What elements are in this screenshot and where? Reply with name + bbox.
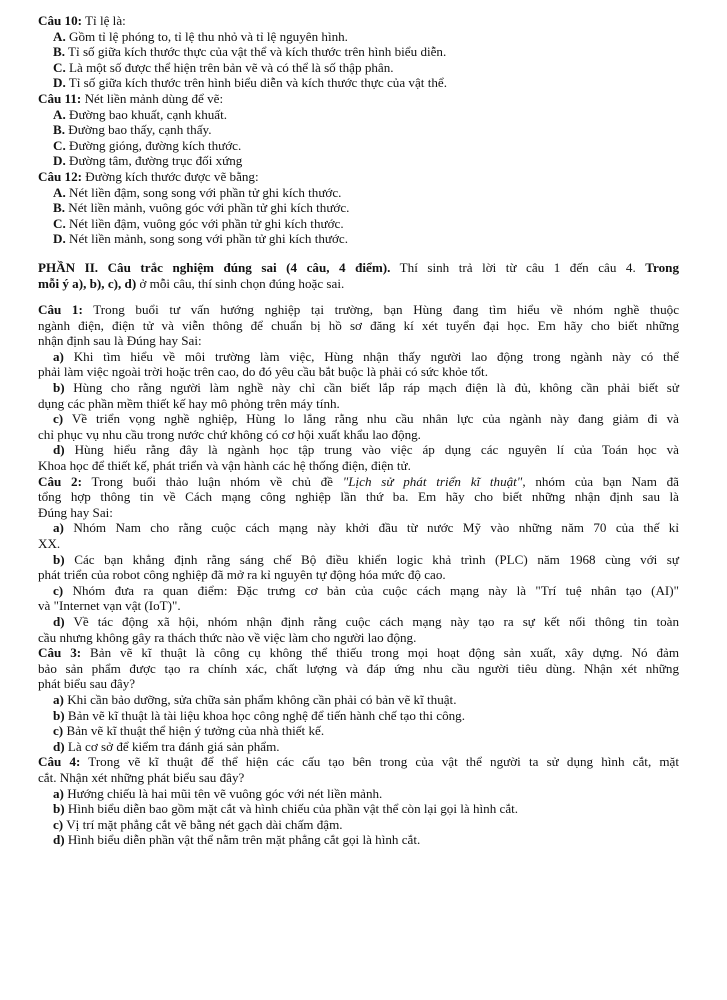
statement-letter: a) (53, 348, 64, 364)
question-4-intro (0, 754, 727, 770)
option-text: Đường bao khuất, cạnh khuất. (65, 106, 228, 122)
question-label: Câu 11: (38, 90, 82, 106)
statement-a (0, 692, 727, 708)
question-label: Câu 1: (38, 302, 83, 318)
question-text: Bản vẽ kĩ thuật là công cụ không thể thiếu trong mọi hoạt động sản xuất, xây dựng. Nó đảm (81, 645, 680, 661)
option-a (0, 29, 727, 45)
option-d (0, 231, 727, 247)
question-text-line: phát biểu sau đây? (38, 676, 136, 692)
question-text: Tỉ lệ là: (82, 13, 126, 28)
question-text-line: cắt. Nhận xét những phát biểu sau đây? (38, 769, 245, 785)
option-b (0, 200, 727, 216)
statement-letter: d) (53, 613, 65, 629)
statement-d (0, 614, 727, 630)
option-letter: A. (53, 184, 66, 200)
question-text-line: ngành điện, điện tử và viễn thông để chuẩn bị hồ sơ đăng kí xét tuyển đại học. Em hãy cho biết những (38, 317, 679, 333)
option-letter: B. (53, 122, 66, 138)
option-a (0, 185, 727, 201)
question-label: Câu 3: (38, 645, 82, 661)
statement-text: Khi cần bảo dưỡng, sửa chữa sản phẩm không cần phải có bản vẽ kĩ thuật. (63, 691, 457, 707)
statement-letter: c) (53, 582, 64, 598)
option-text: Đường tâm, đường trục đối xứng (65, 153, 243, 169)
option-text: Nét liền mảnh, vuông góc với phần tử ghi kích thước. (65, 200, 350, 216)
question-text-line: bảo sản phẩm được tạo ra chính xác, chất lượng và đáp ứng nhu cầu người tiêu dùng. Nhận xét những (38, 660, 679, 676)
statement-text: Hùng cho rằng người làm nghề này chỉ cần biết lắp ráp mạch điện là đủ, không cần phải biết sử (64, 380, 679, 396)
statement-b (0, 552, 727, 568)
statement-a (0, 349, 727, 365)
option-letter: A. (53, 28, 66, 44)
part-2-heading-line-2 (0, 276, 727, 292)
part-2-emphasis: Trong (645, 259, 679, 275)
option-d (0, 153, 727, 169)
question-label: Câu 2: (38, 473, 82, 489)
question-text: Trong vẽ kĩ thuật để thể hiện các cấu tạo bên trong của vật thể người ta sử dụng hình cắt, mặt (80, 754, 680, 770)
option-letter: C. (53, 215, 66, 231)
statement-letter: d) (53, 832, 65, 848)
option-text: Đường bao thấy, cạnh thấy. (65, 122, 212, 138)
statement-text-line: phát triển của robot công nghiệp đã mở ra kỉ nguyên tự động hóa mức độ cao. (38, 567, 446, 583)
statement-text: Nhóm Nam cho rằng cuộc cách mạng này khởi đầu từ nước Mỹ vào những năm 70 của thế kỉ (63, 520, 679, 536)
option-d (0, 75, 727, 91)
spacer (0, 247, 727, 260)
statement-text: Khi tìm hiểu về môi trường làm việc, Hùng nhận thấy người lao động trong ngành này có thể (63, 348, 679, 364)
statement-d (0, 832, 727, 848)
part-2-title: PHẦN II. Câu trắc nghiệm đúng sai (4 câu, 4 điểm). (38, 259, 391, 275)
statement-text: Các bạn khẳng định rằng sáng chế Bộ điều khiển logic khả trình (PLC) năm 1968 cùng với sự (64, 551, 679, 567)
question-text: Trong buổi tư vấn hướng nghiệp tại trường, bạn Hùng đang tìm hiểu về nhóm nghề thuộc (82, 302, 679, 318)
statement-d (0, 739, 727, 755)
statement-text: Vị trí mặt phẳng cắt vẽ bằng nét gạch dài chấm đậm. (63, 816, 343, 832)
statement-text: Nhóm đưa ra quan điểm: Đặc trưng cơ bản của cuộc cách mạng này là "Trí tuệ nhân tạo (AI)" (63, 582, 679, 598)
statement-text: Bản vẽ kĩ thuật thể hiện ý tưởng của nhà thiết kế. (63, 723, 325, 739)
option-text: Tỉ số giữa kích thước trên hình biểu diễn và kích thước thực của vật thể. (65, 75, 447, 91)
option-a (0, 107, 727, 123)
option-c (0, 138, 727, 154)
option-text: Đường gióng, đường kích thước. (65, 137, 242, 153)
option-text: Tỉ số giữa kích thước thực của vật thể và kích thước trên hình biểu diễn. (65, 44, 447, 60)
statement-text-line: cầu nhưng không gây ra thách thức nào về việc làm cho người lao động. (38, 629, 417, 645)
statement-letter: b) (53, 707, 65, 723)
statement-letter: c) (53, 411, 64, 427)
option-letter: B. (53, 200, 66, 216)
statement-text: Về tác động xã hội, nhóm nhận định rằng cuộc cách mạng này tạo ra sự kết nối thông tin toàn (64, 613, 679, 629)
statement-letter: a) (53, 785, 64, 801)
part-2-heading (0, 260, 727, 276)
option-letter: D. (53, 231, 66, 247)
option-text: Là một số được thể hiện trên bản vẽ và có thể là số thập phân. (65, 59, 394, 75)
statement-text-line: và "Internet vạn vật (IoT)". (38, 598, 181, 614)
statement-text-line: Khoa học để thiết kế, phát triển và vận hành các hệ thống điện, điện tử. (38, 458, 411, 474)
question-12 (0, 169, 727, 185)
option-letter: C. (53, 137, 66, 153)
statement-text: Hướng chiếu là hai mũi tên vẽ vuông góc với nét liền mảnh. (63, 785, 383, 801)
statement-letter: a) (53, 520, 64, 536)
statement-b (0, 380, 727, 396)
statement-text-line: XX. (38, 536, 61, 551)
option-letter: B. (53, 44, 66, 60)
question-label: Câu 10: (38, 13, 83, 28)
question-text-line: tổng hợp thông tin về Cách mạng công nghiệp lần thứ ba. Em hãy cho biết những nhận định sau là (38, 489, 679, 505)
statement-letter: c) (53, 723, 64, 739)
question-text: Trong buổi thảo luận nhóm về chủ đề (81, 473, 343, 489)
question-10 (0, 13, 727, 29)
statement-text-line: dụng các phần mềm thiết kế hay mô phỏng trên máy tính. (38, 395, 340, 411)
statement-text: Bản vẽ kĩ thuật là tài liệu khoa học công nghệ để tiến hành chế tạo thi công. (64, 707, 465, 723)
option-letter: C. (53, 59, 66, 75)
statement-letter: d) (53, 442, 65, 458)
part-2-instructions: Thí sinh trả lời từ câu 1 đến câu 4. (390, 259, 646, 275)
question-text: Nét liền mảnh dùng để vẽ: (81, 90, 224, 106)
statement-c (0, 817, 727, 833)
question-text: , nhóm của bạn Nam đã (522, 473, 679, 489)
question-text: Đường kích thước được vẽ bằng: (82, 168, 259, 184)
statement-text: Hình biểu diễn phần vật thể nằm trên mặt phẳng cắt gọi là hình cắt. (64, 832, 421, 848)
part-2-instructions: ở mỗi câu, thí sinh chọn đúng hoặc sai. (136, 275, 345, 291)
statement-letter: b) (53, 801, 65, 817)
statement-letter: d) (53, 738, 65, 754)
option-c (0, 60, 727, 76)
question-text-line: nhận định sau là Đúng hay Sai: (38, 333, 202, 349)
option-letter: D. (53, 153, 66, 169)
statement-text-line: phải làm việc ngoài trời hoặc trên cao, do đó yêu cầu bắt buộc là phải có sức khỏe tốt. (38, 364, 488, 380)
statement-d (0, 442, 727, 458)
spacer (0, 291, 727, 302)
statement-a (0, 786, 727, 802)
question-11 (0, 91, 727, 107)
option-b (0, 44, 727, 60)
statement-letter: b) (53, 380, 65, 396)
question-1-intro (0, 302, 727, 318)
statement-text: Là cơ sở để kiểm tra đánh giá sản phẩm. (64, 738, 280, 754)
question-3-intro (0, 645, 727, 661)
question-label: Câu 12: (38, 168, 83, 184)
statement-text: Hùng hiểu rằng đây là ngành học tập trung vào việc áp dụng các nguyên lí của Toán học và (64, 442, 679, 458)
statement-letter: a) (53, 691, 64, 707)
topic-title: "Lịch sử phát triển kĩ thuật" (342, 473, 523, 489)
option-text: Gồm tỉ lệ phóng to, tỉ lệ thu nhỏ và tỉ lệ nguyên hình. (65, 28, 348, 44)
option-c (0, 216, 727, 232)
option-b (0, 122, 727, 138)
part-2-emphasis: mỗi ý a), b), c), d) (38, 275, 137, 291)
option-text: Nét liền đậm, vuông góc với phần tử ghi kích thước. (65, 215, 344, 231)
statement-c (0, 583, 727, 599)
question-label: Câu 4: (38, 754, 81, 770)
statement-b (0, 708, 727, 724)
statement-c (0, 411, 727, 427)
question-text-line: Đúng hay Sai: (38, 504, 113, 520)
statement-a (0, 520, 727, 536)
question-2-intro (0, 474, 727, 490)
statement-c (0, 723, 727, 739)
statement-text: Về triển vọng nghề nghiệp, Hùng lo lắng rằng nhu cầu nhân lực của ngành này đang giảm đi và (63, 411, 679, 427)
statement-b (0, 801, 727, 817)
option-letter: D. (53, 75, 66, 91)
option-letter: A. (53, 106, 66, 122)
statement-text: Hình biểu diễn bao gồm mặt cắt và hình chiếu của phần vật thể còn lại gọi là hình cắt. (64, 801, 519, 817)
option-text: Nét liền đậm, song song với phần tử ghi kích thước. (65, 184, 342, 200)
statement-letter: c) (53, 816, 64, 832)
statement-text-line: chỉ phục vụ nhu cầu trong nước chứ không có cơ hội xuất khẩu lao động. (38, 426, 421, 442)
option-text: Nét liền mảnh, song song với phần tử ghi kích thước. (65, 231, 348, 247)
statement-letter: b) (53, 551, 65, 567)
